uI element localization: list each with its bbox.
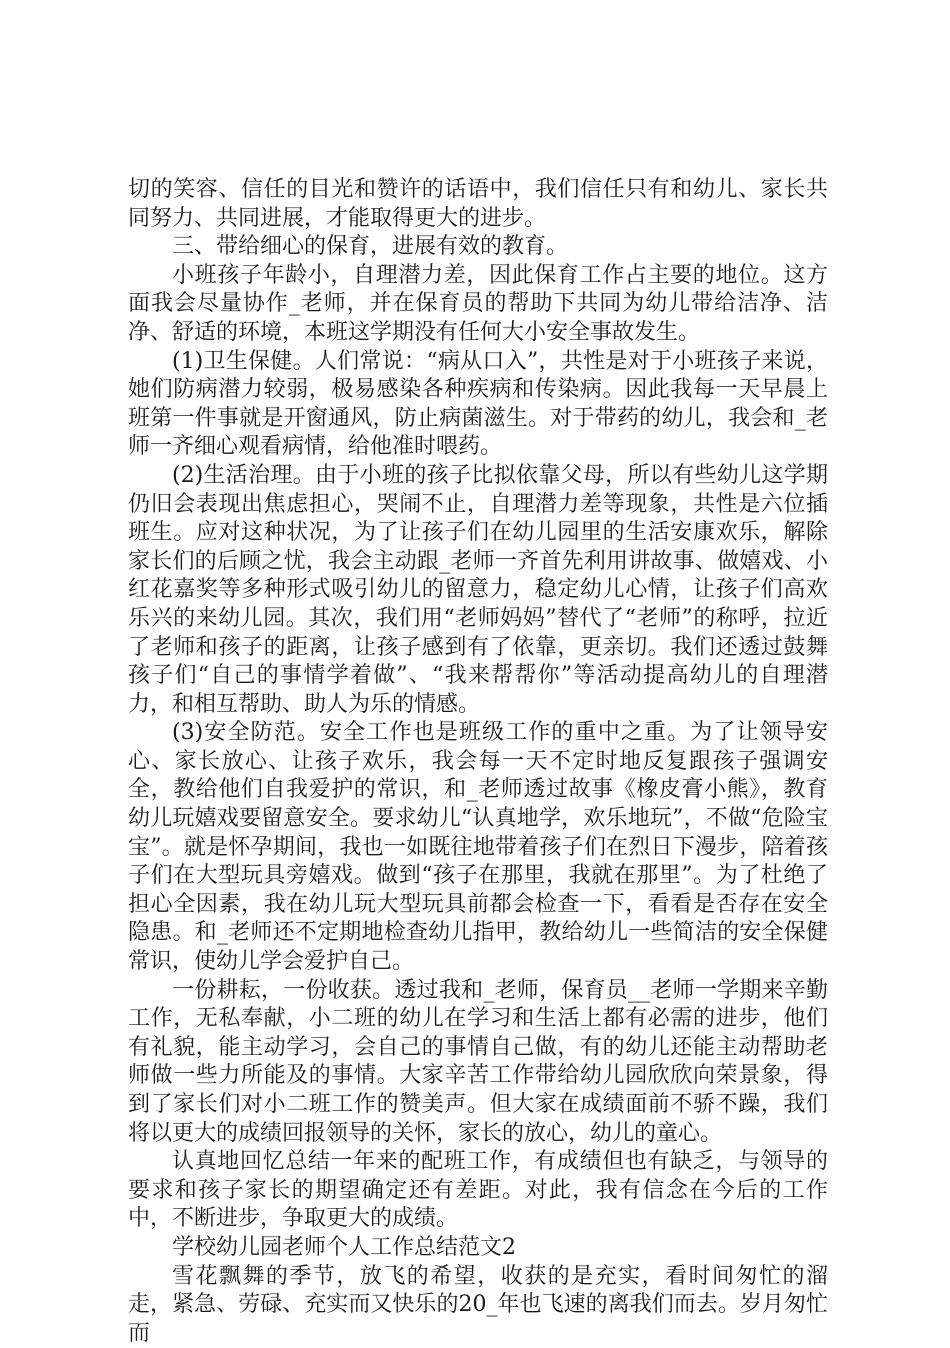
paragraph-safety: (3)安全防范。安全工作也是班级工作的重中之重。为了让领导安心、家长放心、让孩子欢乐，我会每一天不定时地反复跟孩子强调安全，教给他们自我爱护的常识，和_老师透过故事《橡皮膏小熊》，教育幼儿玩嬉戏要留意安全。要求幼儿“认真地学，欢乐地玩”，不做“危险宝宝”。就是怀孕期间，我也一如既往地带着孩子们在烈日下漫步，陪着孩子们在大型玩具旁嬉戏。做到“孩子在那里，我就在那里”。为了杜绝了担心全因素，我在幼儿玩大型玩具前都会检查一下，看看是否存在安全隐患。和_老师还不定期地检查幼儿指甲，教给幼儿一些简洁的安全保健常识，使幼儿学会爱护自己。	[128, 720, 828, 975]
article-title: 学校幼儿园老师个人工作总结范文2	[172, 1234, 516, 1260]
paragraph-continued: 切的笑容、信任的目光和赞许的话语中，我们信任只有和幼儿、家长共同努力、共同进展，才能取得更大的进步。	[128, 177, 828, 231]
paragraph-conclusion: 认真地回忆总结一年来的配班工作，有成绩但也有缺乏，与领导的要求和孩子家长的期望确定还有差距。对此，我有信念在今后的工作中，不断进步，争取更大的成绩。	[128, 1149, 828, 1232]
paragraph-daily-life: (2)生活治理。由于小班的孩子比拟依靠父母，所以有些幼儿这学期仍旧会表现出焦虑担心，哭闹不止，自理潜力差等现象，共性是六位插班生。应对这种状况，为了让孩子们在幼儿园里的生活安康欢乐，解除家长们的后顾之忧，我会主动跟_老师一齐首先利用讲故事、做嬉戏、小红花嘉奖等多种形式吸引幼儿的留意力，稳定幼儿心情，让孩子们高欢乐兴的来幼儿园。其次，我们用“老师妈妈”替代了“老师”的称呼，拉近了老师和孩子的距离，让孩子感到有了依靠，更亲切。我们还透过鼓舞孩子们“自己的事情学着做”、“我来帮帮你”等活动提高幼儿的自理潜力，和相互帮助、助人为乐的情感。	[128, 462, 828, 717]
section-heading: 三、带给细心的保育，进展有效的教育。	[172, 234, 569, 260]
paragraph-summary: 一份耕耘，一份收获。透过我和_老师，保育员__老师一学期来辛勤工作，无私奉献，小二班的幼儿在学习和生活上都有必需的进步，他们有礼貌，能主动学习，会自己的事情自己做，有的幼儿还能主动帮助老师做一些力所能及的事情。大家辛苦工作带给幼儿园欣欣向荣景象，得到了家长们对小二班工作的赞美声。但大家在成绩面前不骄不躁，我们将以更大的成绩回报领导的关怀，家长的放心，幼儿的童心。	[128, 977, 828, 1146]
paragraph: 小班孩子年龄小，自理潜力差，因此保育工作占主要的地位。这方面我会尽量协作_老师，并在保育员的帮助下共同为幼儿带给洁净、洁净、舒适的环境，本班这学期没有任何大小安全事故发生。	[128, 262, 828, 345]
document-body	[128, 176, 828, 1348]
paragraph-intro: 雪花飘舞的季节，放飞的希望，收获的是充实，看时间匆忙的溜走，紧急、劳碌、充实而又快乐的20_年也飞速的离我们而去。岁月匆忙而	[128, 1263, 828, 1346]
paragraph-hygiene: (1)卫生保健。人们常说：“病从口入”，共性是对于小班孩子来说，她们防病潜力较弱，极易感染各种疾病和传染病。因此我每一天早晨上班第一件事就是开窗通风，防止病菌滋生。对于带药的幼儿，我会和_老师一齐细心观看病情，给他准时喂药。	[128, 348, 828, 460]
